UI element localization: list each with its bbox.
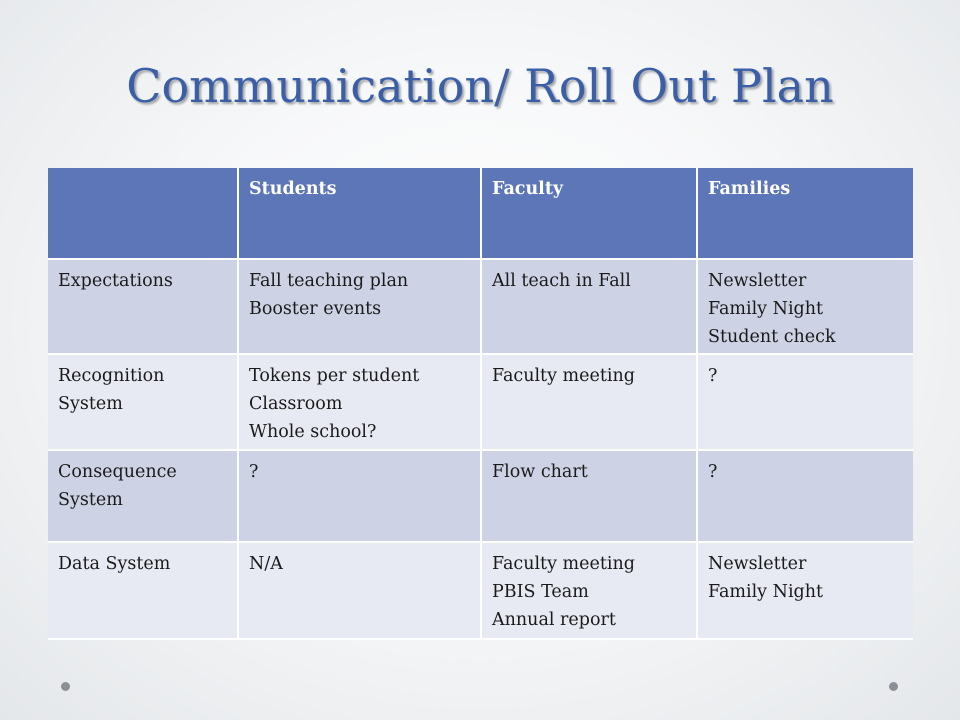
cell-line: Fall teaching plan — [249, 271, 409, 291]
table-row — [48, 450, 913, 542]
cell-line: Family Night — [708, 582, 824, 602]
row-label: Expectations — [48, 259, 238, 354]
row-label: Consequence System — [48, 450, 238, 542]
faculty-cell — [481, 259, 697, 354]
table-header-row — [48, 168, 913, 259]
cell-line: Tokens per student — [249, 366, 420, 386]
students-cell — [238, 259, 481, 354]
cell-line: Faculty meeting — [492, 366, 635, 386]
families-cell — [697, 542, 913, 639]
table-row — [48, 259, 913, 354]
right-decorative-dot — [889, 682, 898, 691]
cell-line: Family Night — [708, 299, 824, 319]
cell-line: Student check — [708, 327, 836, 347]
cell-line: ? — [708, 462, 718, 482]
slide-title: Communication/ Roll Out Plan — [126, 59, 834, 113]
header-students: Students — [238, 168, 481, 259]
cell-line: ? — [708, 366, 718, 386]
header-faculty: Faculty — [481, 168, 697, 259]
header-corner-cell — [48, 168, 238, 259]
cell-line: ? — [249, 462, 259, 482]
cell-line: Booster events — [249, 299, 382, 319]
families-cell — [697, 259, 913, 354]
faculty-cell — [481, 354, 697, 450]
cell-line: Classroom — [249, 394, 343, 414]
cell-line: Annual report — [492, 610, 616, 630]
families-cell — [697, 354, 913, 450]
row-label: Recognition System — [48, 354, 238, 450]
faculty-cell — [481, 450, 697, 542]
cell-line: Newsletter — [708, 271, 807, 291]
cell-line: PBIS Team — [492, 582, 589, 602]
row-label: Data System — [48, 542, 238, 639]
students-cell — [238, 450, 481, 542]
header-families: Families — [697, 168, 913, 259]
students-cell — [238, 542, 481, 639]
cell-line: Whole school? — [249, 422, 377, 442]
cell-line: Newsletter — [708, 554, 807, 574]
faculty-cell — [481, 542, 697, 639]
students-cell — [238, 354, 481, 450]
cell-line: All teach in Fall — [492, 271, 631, 291]
cell-line: N/A — [249, 554, 283, 574]
left-decorative-dot — [61, 682, 70, 691]
families-cell — [697, 450, 913, 542]
cell-line: Faculty meeting — [492, 554, 635, 574]
roll-out-plan-table — [48, 168, 913, 640]
table-row — [48, 542, 913, 639]
cell-line: Flow chart — [492, 462, 588, 482]
table-row — [48, 354, 913, 450]
